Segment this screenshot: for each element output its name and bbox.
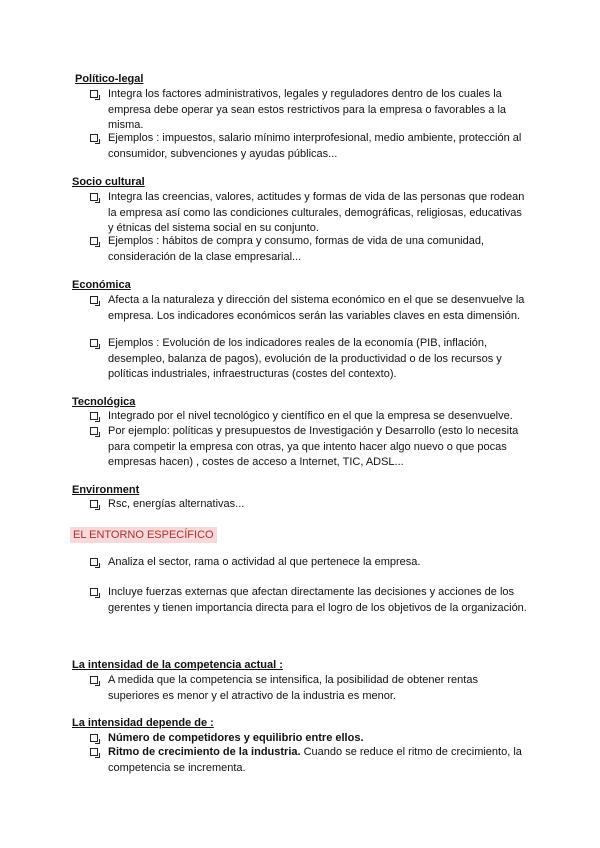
- heading-intensidad-depende: La intensidad depende de :: [72, 717, 214, 729]
- highlighted-heading-entorno-especifico: EL ENTORNO ESPECÍFICO: [70, 527, 217, 543]
- list-item: Integra los factores administrativos, legales y reguladores dentro de los cuales la empresa debe operar ya sean estos restrictivos para la empresa o favorables a la misma.: [90, 87, 530, 134]
- checkbox-bullet-icon: [90, 134, 98, 142]
- list-item: Número de competidores y equilibrio entre ellos.: [90, 731, 530, 747]
- list-item: Afecta a la naturaleza y dirección del sistema económico en el que se desenvuelve la empresa. Los indicadores económicos serán las variables claves en esta dimensión.: [90, 293, 530, 324]
- checkbox-bullet-icon: [90, 90, 98, 98]
- checkbox-bullet-icon: [90, 588, 98, 596]
- heading-socio-cultural: Socio cultural: [72, 176, 145, 188]
- heading-economica: Económica: [72, 279, 131, 291]
- checkbox-bullet-icon: [90, 748, 98, 756]
- checkbox-bullet-icon: [90, 193, 98, 201]
- checkbox-bullet-icon: [90, 412, 98, 420]
- list-item: Incluye fuerzas externas que afectan directamente las decisiones y acciones de los gerentes y tienen importancia directa para el logro de los objetivos de la organización.: [90, 585, 530, 616]
- list-item: Ritmo de crecimiento de la industria. Cuando se reduce el ritmo de crecimiento, la competencia se incrementa.: [90, 745, 530, 776]
- list-item: Por ejemplo: políticas y presupuestos de Investigación y Desarrollo (esto lo necesita para competir la empresa con otras, ya que intento hacer algo nuevo o que pocas empresas hacen) , costes de acceso a Internet, TIC, ADSL...: [90, 424, 530, 471]
- checkbox-bullet-icon: [90, 558, 98, 566]
- list-item: Ejemplos : hábitos de compra y consumo, formas de vida de una comunidad, consideración de la clase empresarial...: [90, 234, 530, 265]
- heading-tecnologica: Tecnológica: [72, 396, 136, 408]
- heading-intensidad-competencia: La intensidad de la competencia actual :: [72, 659, 283, 671]
- checkbox-bullet-icon: [90, 500, 98, 508]
- checkbox-bullet-icon: [90, 237, 98, 245]
- checkbox-bullet-icon: [90, 296, 98, 304]
- list-item: Ejemplos : impuestos, salario mínimo interprofesional, medio ambiente, protección al consumidor, subvenciones y ayudas públicas...: [90, 131, 530, 162]
- checkbox-bullet-icon: [90, 339, 98, 347]
- checkbox-bullet-icon: [90, 734, 98, 742]
- list-item: Analiza el sector, rama o actividad al que pertenece la empresa.: [90, 555, 530, 571]
- heading-environment: Environment: [72, 484, 140, 496]
- list-item: Ejemplos : Evolución de los indicadores reales de la economía (PIB, inflación, desempleo, balanza de pagos), evolución de la productividad o de los recursos y políticas industriales, infraestructuras (costes del contexto).: [90, 336, 530, 383]
- list-item: A medida que la competencia se intensifica, la posibilidad de obtener rentas superiores es menor y el atractivo de la industria es menor.: [90, 673, 530, 704]
- checkbox-bullet-icon: [90, 427, 98, 435]
- heading-politico-legal: Político-legal: [75, 73, 144, 85]
- list-item: Rsc, energías alternativas...: [90, 497, 530, 513]
- list-item: Integra las creencias, valores, actitudes y formas de vida de las personas que rodean la empresa así como las condiciones culturales, demográficas, religiosas, educativas y étnicas del sistema social en su conjunto.: [90, 190, 530, 237]
- list-item: Integrado por el nivel tecnológico y científico en el que la empresa se desenvuelve.: [90, 409, 530, 425]
- checkbox-bullet-icon: [90, 676, 98, 684]
